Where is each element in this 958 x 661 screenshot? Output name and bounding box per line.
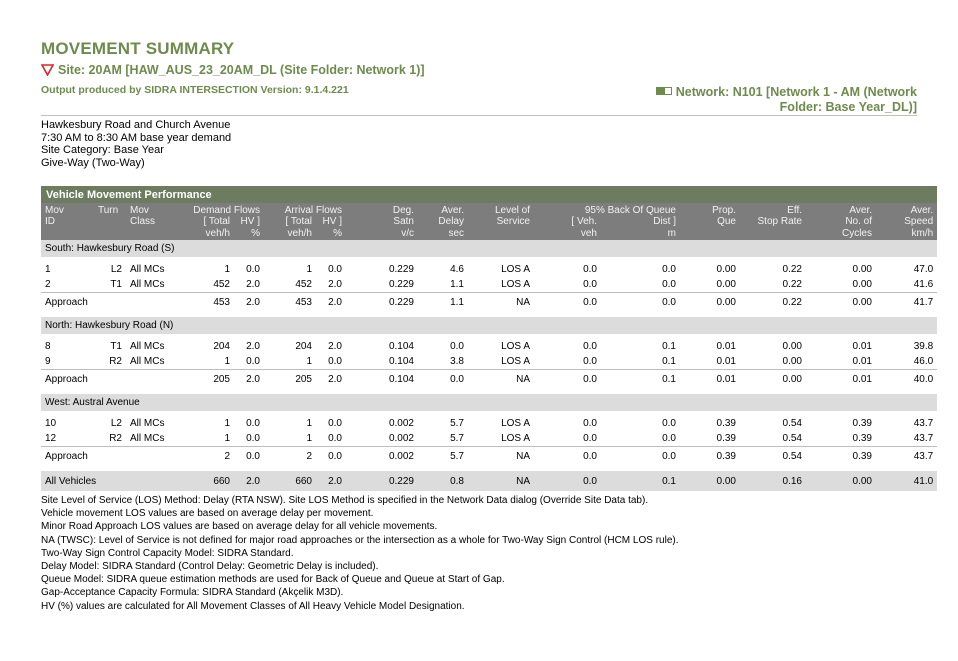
table-cell: NA — [468, 293, 534, 312]
unit-arrival-hv: % — [316, 227, 346, 240]
table-cell: 2.0 — [246, 279, 260, 290]
unit-demand-total: veh/h — [186, 227, 234, 240]
table-cell: 0.0 — [246, 418, 260, 429]
page-title: MOVEMENT SUMMARY — [41, 39, 235, 58]
table-cell: 0.0 — [662, 279, 676, 290]
table-cell: 0.16 — [740, 471, 806, 491]
table-cell: 41.6 — [913, 279, 934, 290]
table-cell: 0.00 — [852, 264, 872, 275]
table-cell: All MCs — [130, 279, 165, 290]
table-cell: All MCs — [130, 341, 165, 352]
table-cell: 0.00 — [806, 293, 876, 312]
site-category: Site Category: Base Year — [41, 144, 164, 156]
table-cell: 453 — [186, 293, 234, 312]
table-row — [41, 431, 937, 447]
hdr-deg-2: Satn — [346, 216, 418, 227]
table-cell: 5.7 — [418, 447, 468, 466]
table-cell: 0.01 — [680, 370, 740, 389]
note-line: Two-Way Sign Control Capacity Model: SIDRA Standard. — [41, 547, 294, 559]
hdr-mov-class-2: Class — [126, 216, 186, 227]
table-cell: 0.0 — [534, 293, 601, 312]
table-cell: 43.7 — [876, 447, 937, 466]
table-cell: All MCs — [130, 264, 165, 275]
table-cell: All MCs — [130, 356, 165, 367]
note-line: Queue Model: SIDRA queue estimation methods are used for Back of Queue and Queue at Start of Gap. — [41, 574, 505, 586]
table-cell: 0.00 — [782, 356, 802, 367]
note-line: Vehicle movement LOS values are based on average delay per movement. — [41, 508, 374, 520]
table-cell: 2.0 — [328, 279, 342, 290]
table-cell: 0.1 — [601, 471, 680, 491]
table-row — [41, 334, 937, 354]
table-cell: 0.0 — [246, 356, 260, 367]
hdr-deg: Deg. — [346, 203, 418, 216]
section-header — [41, 394, 937, 411]
network-line-2: Folder: Base Year_DL)] — [779, 100, 917, 114]
table-cell: 3.8 — [450, 356, 464, 367]
table-cell: 205 — [186, 370, 234, 389]
table-cell: 0.0 — [583, 418, 597, 429]
table-cell: LOS A — [501, 264, 530, 275]
table-cell: 2.0 — [246, 341, 260, 352]
table-cell: 0.54 — [782, 418, 802, 429]
approach-label: Approach — [41, 293, 186, 312]
unit-arrival-total: veh/h — [264, 227, 316, 240]
site-triangle-icon — [41, 64, 54, 76]
table-cell: 0.39 — [680, 447, 740, 466]
table-cell: 0.0 — [418, 370, 468, 389]
table-cell: 1 — [224, 433, 230, 444]
section-header — [41, 317, 937, 334]
hdr-queue: 95% Back Of Queue — [534, 203, 680, 216]
table-cell: 1.1 — [450, 279, 464, 290]
table-row — [41, 257, 937, 277]
hdr-prop: Prop. — [680, 203, 740, 216]
table-cell: 0.00 — [740, 370, 806, 389]
table-cell: 1.1 — [418, 293, 468, 312]
table-cell: 0.00 — [806, 471, 876, 491]
table-cell: 0.229 — [346, 293, 418, 312]
unit-demand-hv: % — [234, 227, 264, 240]
table-cell: 0.0 — [328, 418, 342, 429]
approach-label: Approach — [41, 447, 186, 466]
table-cell: R2 — [109, 356, 122, 367]
table-cell: NA — [468, 471, 534, 491]
note-line: Minor Road Approach LOS values are based on average delay for all vehicle movements. — [41, 521, 438, 533]
hdr-cycles: Aver. — [806, 203, 876, 216]
table-cell: 452 — [213, 279, 230, 290]
table-cell: 2 — [45, 279, 51, 290]
table-caption: Vehicle Movement Performance — [41, 186, 937, 203]
table-cell: 47.0 — [913, 264, 934, 275]
table-cell: 453 — [264, 293, 316, 312]
table-cell: 0.002 — [388, 418, 414, 429]
table-cell: 0.01 — [716, 341, 736, 352]
table-cell: 0.0 — [583, 356, 597, 367]
hdr-queue-dist: Dist ] — [601, 216, 680, 227]
table-cell: 660 — [186, 471, 234, 491]
note-line: Gap-Acceptance Capacity Formula: SIDRA Standard (Akçelik M3D). — [41, 587, 344, 599]
table-cell: 0.1 — [662, 356, 676, 367]
table-cell: 0.0 — [450, 341, 464, 352]
header-divider — [41, 115, 917, 116]
hdr-los-2: Service — [468, 216, 534, 227]
table-cell: 0.104 — [346, 370, 418, 389]
hdr-mov-2: ID — [41, 216, 94, 227]
section-name: North: Hawkesbury Road (N) — [41, 317, 937, 334]
site-line — [41, 63, 425, 77]
table-cell: 1 — [224, 418, 230, 429]
table-cell: 43.7 — [913, 418, 934, 429]
table-cell: 4.6 — [450, 264, 464, 275]
table-cell: 2.0 — [316, 370, 346, 389]
table-cell: 0.0 — [328, 356, 342, 367]
table-row — [41, 411, 937, 431]
hdr-mov: Mov — [41, 203, 94, 216]
table-cell: 2.0 — [328, 341, 342, 352]
table-cell: 0.39 — [852, 433, 872, 444]
hdr-arrival-total: [ Total — [264, 216, 316, 227]
notes — [41, 494, 679, 613]
table-cell: 0.229 — [346, 471, 418, 491]
network-line-1: Network: N101 [Network 1 - AM (Network — [675, 85, 917, 99]
table-cell: 0.0 — [601, 447, 680, 466]
table-cell: 0.1 — [601, 370, 680, 389]
table-row — [41, 354, 937, 370]
hdr-delay-2: Delay — [418, 216, 468, 227]
note-line: Delay Model: SIDRA Standard (Control Delay: Geometric Delay is included). — [41, 561, 379, 573]
table-cell: 0.39 — [806, 447, 876, 466]
section-name: West: Austral Avenue — [41, 394, 937, 411]
hdr-speed: Aver. — [876, 203, 937, 216]
table-cell: R2 — [109, 433, 122, 444]
table-cell: 39.8 — [913, 341, 934, 352]
table-cell: 0.229 — [388, 279, 414, 290]
table-cell: 660 — [264, 471, 316, 491]
hdr-demand-hv: HV ] — [234, 216, 264, 227]
table-cell: 0.0 — [328, 433, 342, 444]
table-cell: 0.0 — [534, 447, 601, 466]
table-cell: 0.0 — [662, 264, 676, 275]
site-info — [41, 119, 231, 169]
approach-row — [41, 293, 937, 312]
table-cell: 0.0 — [601, 293, 680, 312]
intersection-name: Hawkesbury Road and Church Avenue — [41, 119, 231, 131]
table-cell: 0.104 — [388, 341, 414, 352]
table-cell: 0.01 — [852, 356, 872, 367]
table-cell: 205 — [264, 370, 316, 389]
table-cell: T1 — [110, 279, 122, 290]
hdr-queue-veh: [ Veh. — [534, 216, 601, 227]
note-line: HV (%) values are calculated for All Movement Classes of All Heavy Vehicle Model Designation. — [41, 600, 465, 612]
table-cell: 40.0 — [876, 370, 937, 389]
table-cell: LOS A — [501, 341, 530, 352]
table-cell: 0.0 — [246, 433, 260, 444]
all-vehicles-row — [41, 471, 937, 491]
table-cell: 1 — [224, 264, 230, 275]
table-cell: LOS A — [501, 279, 530, 290]
table-cell: 2.0 — [234, 471, 264, 491]
note-line: Site Level of Service (LOS) Method: Delay (RTA NSW). Site LOS Method is specified in the Network Data dialog (Override Site Data tab). — [41, 495, 649, 506]
table-cell: NA — [468, 370, 534, 389]
table-cell: 0.1 — [662, 341, 676, 352]
table-cell: 2.0 — [316, 471, 346, 491]
hdr-eff-2: Stop Rate — [740, 216, 806, 227]
table-cell: 1 — [306, 433, 312, 444]
table-cell: 2.0 — [234, 293, 264, 312]
table-cell: 452 — [295, 279, 312, 290]
table-cell: 0.01 — [852, 341, 872, 352]
unit-queue-dist: m — [601, 227, 680, 240]
network-label — [617, 85, 917, 115]
section-header — [41, 240, 937, 257]
hdr-los: Level of — [468, 203, 534, 216]
table-cell: 0.0 — [234, 447, 264, 466]
hdr-arrival: Arrival Flows — [264, 203, 346, 216]
note-line: NA (TWSC): Level of Service is not defined for major road approaches or the intersection as a whole for Two-Way Sign Control (HCM LOS rule). — [41, 534, 679, 546]
table-cell: 0.39 — [716, 418, 736, 429]
table-cell: 0.0 — [662, 418, 676, 429]
approach-row — [41, 370, 937, 389]
table-cell: 0.39 — [852, 418, 872, 429]
table-cell: 0.0 — [316, 447, 346, 466]
table-cell: 0.00 — [716, 279, 736, 290]
table-cell: 204 — [213, 341, 230, 352]
table-cell: 1 — [224, 356, 230, 367]
table-cell: 0.0 — [534, 370, 601, 389]
table-cell: 0.002 — [346, 447, 418, 466]
table-cell: 204 — [295, 341, 312, 352]
table-cell: T1 — [110, 341, 122, 352]
hdr-prop-2: Que — [680, 216, 740, 227]
network-icon — [656, 87, 672, 95]
table-cell: 0.00 — [680, 293, 740, 312]
table-cell: 0.0 — [583, 279, 597, 290]
table-cell: 0.0 — [662, 433, 676, 444]
all-vehicles-label: All Vehicles — [41, 471, 186, 491]
approach-label: Approach — [41, 370, 186, 389]
table-cell: 2.0 — [234, 370, 264, 389]
hdr-turn: Turn — [94, 203, 126, 216]
approach-row — [41, 447, 937, 466]
table-cell: 0.22 — [740, 293, 806, 312]
table-cell: 2 — [264, 447, 316, 466]
section-name: South: Hawkesbury Road (S) — [41, 240, 937, 257]
table-cell: 0.01 — [716, 356, 736, 367]
table-cell: 0.104 — [388, 356, 414, 367]
hdr-eff: Eff. — [740, 203, 806, 216]
unit-deg: v/c — [346, 227, 418, 240]
table-cell: 0.00 — [716, 264, 736, 275]
table-cell: 1 — [306, 264, 312, 275]
produced-by: Output produced by SIDRA INTERSECTION Version: 9.1.4.221 — [41, 84, 349, 96]
table-cell: 0.0 — [328, 264, 342, 275]
table-cell: All MCs — [130, 433, 165, 444]
table-cell: 0.002 — [388, 433, 414, 444]
table-cell: 0.22 — [782, 279, 802, 290]
table-cell: 0.0 — [534, 471, 601, 491]
demand-period: 7:30 AM to 8:30 AM base year demand — [41, 131, 232, 144]
table-cell: 0.54 — [782, 433, 802, 444]
hdr-speed-2: Speed — [876, 216, 937, 227]
table-cell: 0.00 — [782, 341, 802, 352]
table-cell: 0.00 — [680, 471, 740, 491]
table-cell: 41.7 — [876, 293, 937, 312]
table-cell: 2 — [186, 447, 234, 466]
hdr-delay: Aver. — [418, 203, 468, 216]
table-cell: LOS A — [501, 356, 530, 367]
table-cell: 0.01 — [806, 370, 876, 389]
movement-table — [41, 186, 937, 491]
table-cell: 1 — [306, 418, 312, 429]
movement-table-wrap — [41, 186, 934, 491]
table-cell: L2 — [110, 418, 122, 429]
table-cell: 1 — [306, 356, 312, 367]
hdr-demand-total: [ Total — [186, 216, 234, 227]
table-cell: 46.0 — [913, 356, 934, 367]
table-cell: 9 — [45, 356, 51, 367]
hdr-demand: Demand Flows — [186, 203, 264, 216]
table-cell: 8 — [45, 341, 51, 352]
table-cell: All MCs — [130, 418, 165, 429]
table-cell: 0.22 — [782, 264, 802, 275]
table-cell: 0.0 — [583, 264, 597, 275]
table-cell: L2 — [110, 264, 122, 275]
table-cell: LOS A — [501, 418, 530, 429]
hdr-cycles-2: No. of — [806, 216, 876, 227]
unit-queue-veh: veh — [534, 227, 601, 240]
table-cell: 10 — [45, 418, 57, 429]
table-cell: 5.7 — [450, 433, 464, 444]
hdr-arrival-hv: HV ] — [316, 216, 346, 227]
unit-delay: sec — [418, 227, 468, 240]
table-cell: 0.54 — [740, 447, 806, 466]
table-row — [41, 277, 937, 293]
table-cell: 0.00 — [852, 279, 872, 290]
table-cell: 41.0 — [876, 471, 937, 491]
table-cell: 12 — [45, 433, 57, 444]
table-cell: 1 — [45, 264, 51, 275]
hdr-cycles-3: Cycles — [806, 227, 876, 240]
unit-speed: km/h — [876, 227, 937, 240]
control-type: Give-Way (Two-Way) — [41, 156, 145, 169]
table-cell: 2.0 — [316, 293, 346, 312]
table-cell: 0.0 — [246, 264, 260, 275]
table-cell: 0.229 — [388, 264, 414, 275]
site-label: Site: 20AM [HAW_AUS_23_20AM_DL (Site Folder: Network 1)] — [58, 63, 425, 77]
hdr-mov-class: Mov — [126, 203, 186, 216]
table-cell: 0.0 — [583, 433, 597, 444]
table-cell: 0.39 — [716, 433, 736, 444]
table-cell: 0.8 — [418, 471, 468, 491]
table-cell: NA — [468, 447, 534, 466]
table-cell: 0.0 — [583, 341, 597, 352]
table-cell: LOS A — [501, 433, 530, 444]
table-cell: 43.7 — [913, 433, 934, 444]
table-cell: 5.7 — [450, 418, 464, 429]
